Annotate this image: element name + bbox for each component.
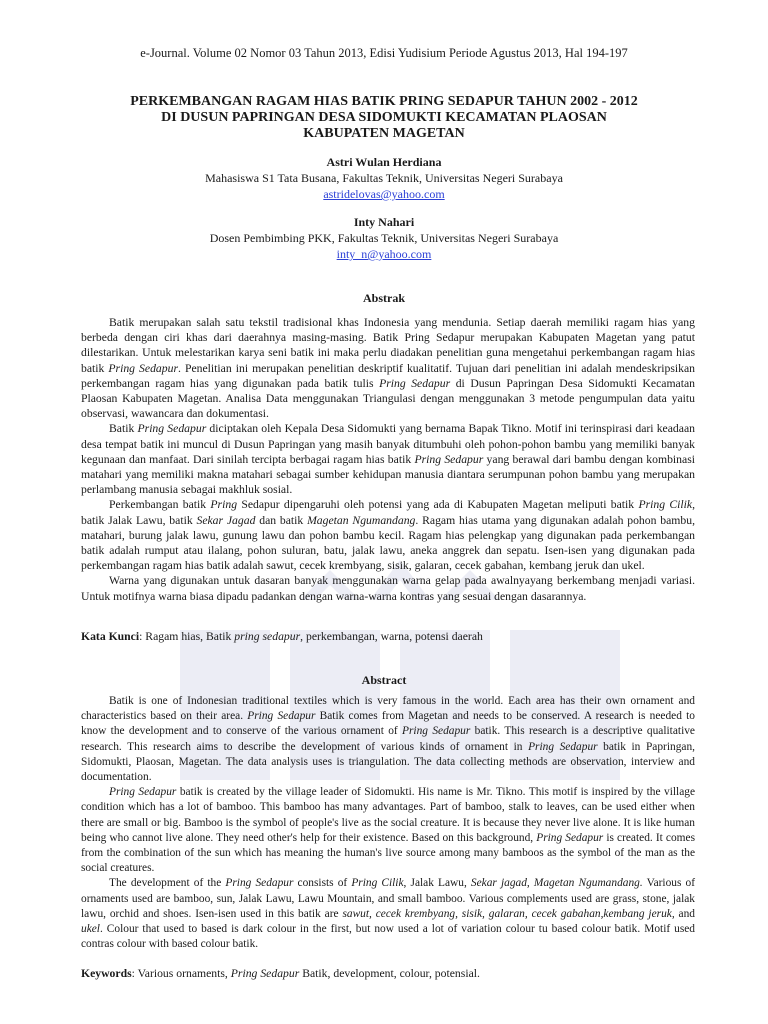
abstract-paragraph: Batik is one of Indonesian traditional textiles which is very famous in the world. Each area has their own ornament and characteristics based on their area. Pring Sedapur Batik comes from Magetan and needs to be conserved. A research is needed to know the development and to conserve of the various ornament of Pring Sedapur batik. This research is a descriptive qualitative research. This research aims to describe the development of various kinds of ornament in Pring Sedapur batik in Papringan, Sidomukti, Plaosan, Magetan. The data analysis uses is triangulation. The data collecting methods are observation, interview and documentation.: [81, 695, 695, 784]
abstrak-paragraph: Perkembangan batik Pring Sedapur dipengaruhi oleh potensi yang ada di Kabupaten Magetan meliputi batik Pring Cilik, batik Jalak Lawu, batik Sekar Jagad dan batik Magetan Ngumandang. Ragam hias utama yang digunakan adalah pohon bambu, matahari, burung jalak lawu, gunung lawu dan pohon bambu kecil. Ragam hias pelengkap yang digunakan pada perkembangan batik adalah rumput atau ilalang, pohon suluran, batu, jalak lawu, aneka anggrek dan sepatu. Isen-isen yang digunakan pada perkembangan ragam hias batik adalah sawut, cecek krembyang, sisik, galaran, cecek gabahan, kembang jeruk dan ukel.: [81, 498, 695, 573]
abstrak-paragraph: Batik merupakan salah satu tekstil tradisional khas Indonesia yang mendunia. Setiap daerah memiliki ragam hias yang berbeda dengan ciri khas dari daerahnya masing-masing. Batik Pring Sedapur merupakan Kabupaten Magetan yang patut dilestarikan. Untuk melestarikan karya seni batik ini maka perlu diadakan penelitian guna mengetahui perkembangan ragam hias batik Pring Sedapur. Penelitian ini merupakan penelitian deskriptif kualitatif. Tujuan dari penelitian ini adalah mendeskripsikan perkembangan ragam hias yang digunakan pada batik tulis Pring Sedapur di Dusun Papringan Desa Sidomukti Kecamatan Plaosan Kabupaten Magetan. Analisa Data menggunakan Triangulasi dengan menggunakan 3 metode pengumpulan data yaitu observasi, wawancara dan dokumentasi.: [81, 316, 695, 421]
paper-title: [80, 94, 688, 142]
keywords: Keywords: Various ornaments, Pring Sedapur Batik, development, colour, potensial.: [81, 967, 480, 980]
title-line-3: KABUPATEN MAGETAN: [303, 126, 465, 141]
journal-header: e-Journal. Volume 02 Nomor 03 Tahun 2013, Edisi Yudisium Periode Agustus 2013, Hal 194-197: [140, 46, 628, 60]
author-name: Inty Nahari: [353, 215, 415, 229]
abstrak-body: [81, 315, 695, 604]
author-affiliation: Dosen Pembimbing PKK, Fakultas Teknik, Universitas Negeri Surabaya: [209, 231, 559, 245]
abstrak-paragraph: Warna yang digunakan untuk dasaran banyak menggunakan warna gelap pada awalnyayang berkembang menjadi variasi. Untuk motifnya warna biasa dipadu padankan dengan warna-warna kontras yang sesuai dengan dasarannya.: [81, 574, 695, 603]
author-name: Astri Wulan Herdiana: [326, 155, 442, 169]
title-line-1: PERKEMBANGAN RAGAM HIAS BATIK PRING SEDAPUR TAHUN 2002 - 2012: [130, 94, 638, 109]
abstract-body: [81, 694, 695, 952]
author-email-link[interactable]: astridelovas@yahoo.com: [323, 187, 445, 201]
abstract-paragraph: The development of the Pring Sedapur consists of Pring Cilik, Jalak Lawu, Sekar jagad, Magetan Ngumandang. Various of ornaments used are bamboo, sun, Jalak Lawu, Lawu Mountain, and small bamboo. Various complements used are grass, stone, jalak lawu, orchid and shoes. Isen-isen used in this batik are sawut, cecek krembyang, sisik, galaran, cecek gabahan,kembang jeruk, and ukel. Colour that used to based is dark colour in the first, but now used a lot of variation colour tu based colour batik. Motif used contras colour with based colour batik.: [81, 877, 696, 951]
abstrak-paragraph: Batik Pring Sedapur diciptakan oleh Kepala Desa Sidomukti yang bernama Bapak Tikno. Motif ini terinspirasi dari keadaan desa tempat batik ini muncul di Dusun Papringan yang masih banyak ditumbuhi oleh pohon-pohon bambu yang memiliki banyak kegunaan dan manfaat. Dari sinilah tercipta berbagai ragam hias batik Pring Sedapur yang berawal dari bambu dengan kombinasi matahari yang memiliki makna matahari sebagai sumber kehidupan manusia diantara serumpunan pohon bambu yang merupakan perlambang manusia sebagai makhluk sosial.: [81, 422, 695, 497]
kata-kunci: Kata Kunci: Ragam hias, Batik pring sedapur, perkembangan, warna, potensi daerah: [81, 630, 483, 643]
author-1: [0, 154, 768, 202]
keywords-label: Keywords: [81, 967, 132, 980]
abstrak-heading: Abstrak: [362, 291, 405, 305]
author-affiliation: Mahasiswa S1 Tata Busana, Fakultas Teknik, Universitas Negeri Surabaya: [205, 171, 563, 185]
abstract-paragraph: Pring Sedapur batik is created by the village leader of Sidomukti. His name is Mr. Tikno. This motif is inspired by the village condition which has a lot of bamboo. This bamboo has many advantages. Part of bamboo, stalk to leaves, can be used either when there are small or big. Bamboo is the symbol of people's live as the social creature. It is because they never live alone. It is like human being who cannot live alone. They need other's help for their existence. Based on this background, Pring Sedapur is created. It comes from the combination of the sun which has meaning the human's live source among many bamboos as the symbol of the man as the social creatures.: [81, 786, 695, 875]
author-email-link[interactable]: inty_n@yahoo.com: [336, 247, 432, 261]
keywords-label: Kata Kunci: [81, 630, 140, 643]
abstract-heading: Abstract: [361, 673, 407, 687]
author-2: [0, 214, 768, 262]
title-line-2: DI DUSUN PAPRINGAN DESA SIDOMUKTI KECAMATAN PLAOSAN: [161, 110, 607, 125]
